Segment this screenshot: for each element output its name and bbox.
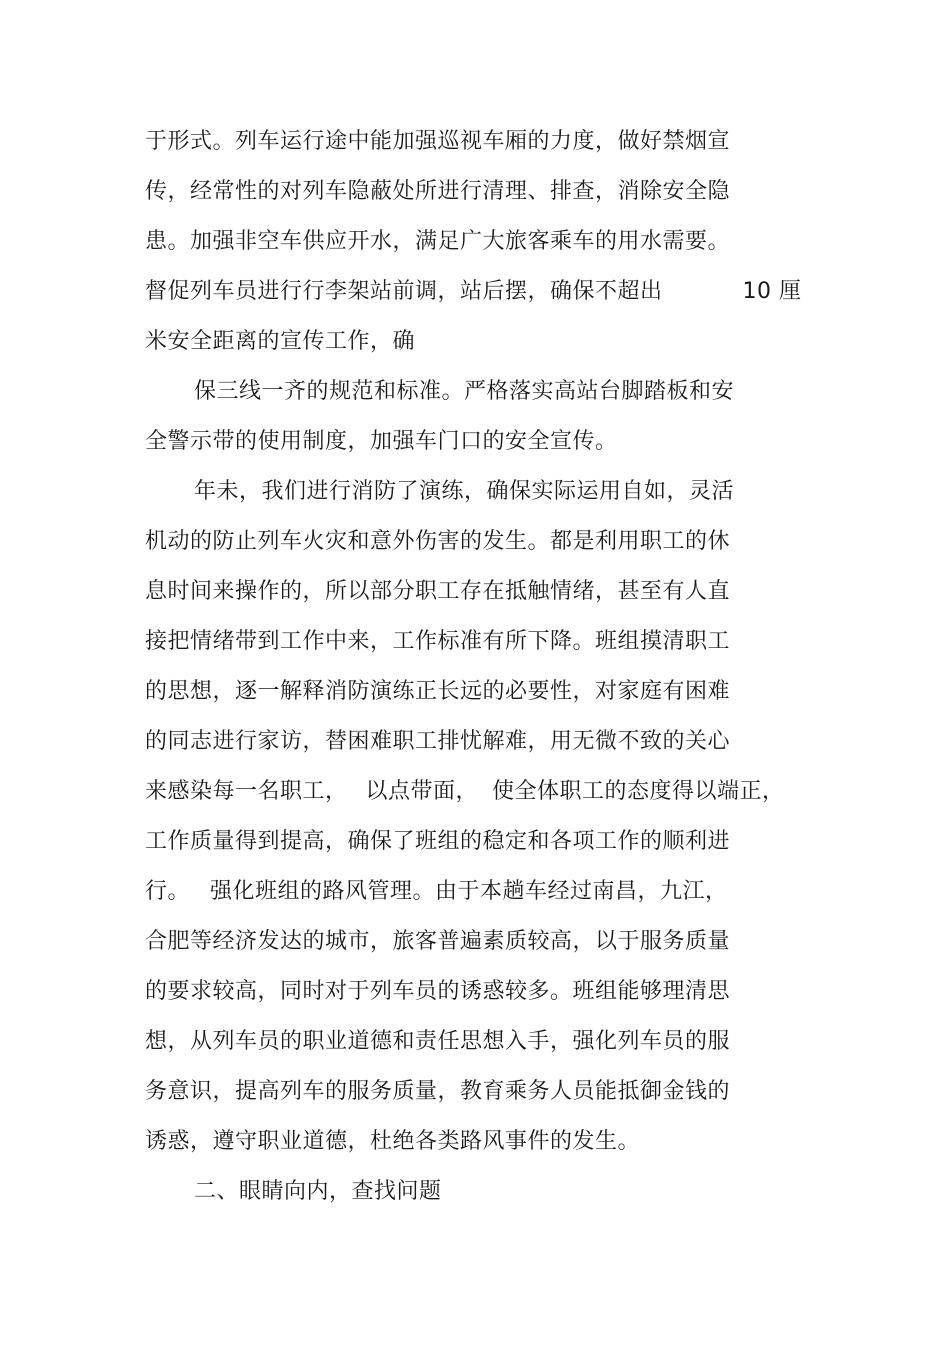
- text-segment: 以点带面，: [365, 779, 479, 804]
- text-line: 的要求较高，同时对于列车员的诱惑较多。班组能够理清思: [145, 979, 731, 1004]
- text-segment: 督促列车员进行行李架站前调，站后摆，确保不超出: [145, 279, 663, 304]
- text-line: 想，从列车员的职业道德和责任思想入手，强化列车员的服: [145, 1029, 731, 1054]
- text-line: 务意识，提高列车的服务质量，教育乘务人员能抵御金钱的: [145, 1079, 731, 1104]
- text-line: 米安全距离的宣传工作，确: [145, 329, 416, 354]
- text-line: [145, 277, 802, 307]
- text-line: [145, 877, 728, 907]
- paragraph-first-line: 年未，我们进行消防了演练，确保实际运用自如，灵活: [194, 479, 735, 504]
- text-line: 的同志进行家访，替困难职工排忧解难，用无微不致的关心: [145, 729, 731, 754]
- text-segment: 10 厘: [742, 279, 802, 304]
- text-line: 机动的防止列车火灾和意外伤害的发生。都是利用职工的休: [145, 529, 731, 554]
- text-line: [145, 777, 785, 807]
- text-line: 于形式。列车运行途中能加强巡视车厢的力度，做好禁烟宣: [145, 129, 731, 154]
- text-line: 息时间来操作的，所以部分职工存在抵触情绪，甚至有人直: [145, 579, 731, 604]
- text-line: 工作质量得到提高，确保了班组的稳定和各项工作的顺利进: [145, 829, 731, 854]
- text-line: 接把情绪带到工作中来，工作标准有所下降。班组摸清职工: [145, 629, 731, 654]
- text-line: 全警示带的使用制度，加强车门口的安全宣传。: [145, 429, 618, 454]
- text-line: 患。加强非空车供应开水，满足广大旅客乘车的用水需要。: [145, 229, 731, 254]
- section-heading: 二、眼睛向内，查找问题: [194, 1179, 442, 1204]
- paragraph-first-line: 保三线一齐的规范和标准。严格落实高站台脚踏板和安: [194, 379, 735, 404]
- text-segment: 强化班组的路风管理。由于本趟车经过南昌，九江，: [210, 879, 728, 904]
- text-segment: 使全体职工的态度得以端正，: [492, 779, 785, 804]
- text-line: 的思想，逐一解释消防演练正长远的必要性，对家庭有困难: [145, 679, 731, 704]
- text-line: 传，经常性的对列车隐蔽处所进行清理、排查，消除安全隐: [145, 179, 731, 204]
- text-line: 合肥等经济发达的城市，旅客普遍素质较高，以于服务质量: [145, 929, 731, 954]
- text-segment: 来感染每一名职工，: [145, 779, 348, 804]
- text-line: 诱惑，遵守职业道德，杜绝各类路风事件的发生。: [145, 1129, 641, 1154]
- text-segment: 行。: [145, 879, 191, 904]
